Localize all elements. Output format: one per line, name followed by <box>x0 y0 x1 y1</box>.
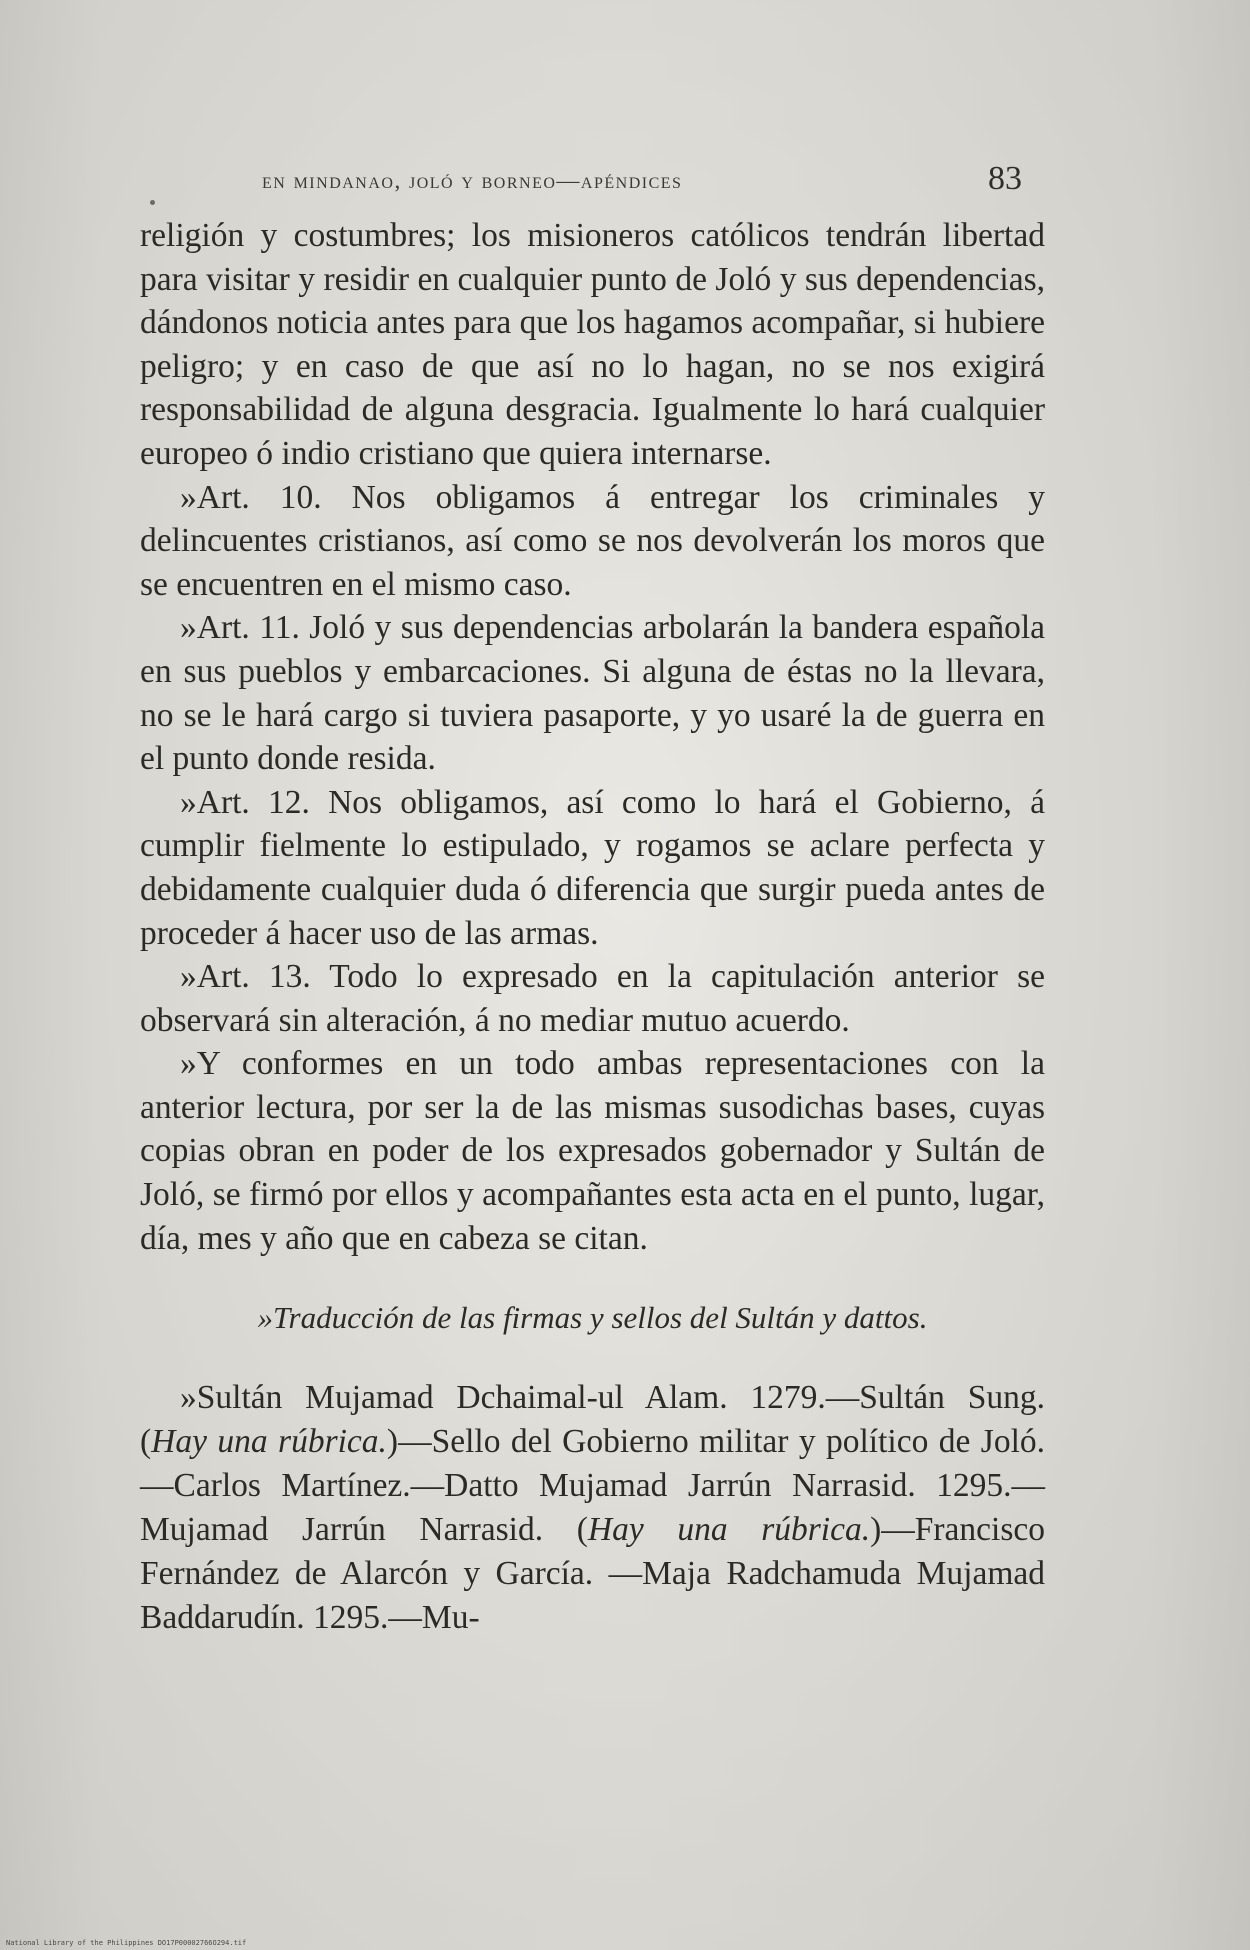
page-number: 83 <box>988 160 1022 197</box>
ink-speck <box>150 200 155 205</box>
archive-stamp: National Library of the Philippines DO17P00002766O294.tif <box>6 1939 247 1947</box>
signature-italic-1: Hay una rúbrica. <box>151 1423 387 1461</box>
signature-text-3: )—Francisco Fernández de Alarcón y García. —Maja Radchamuda Mujamad Baddarudín. 1295.—Mu- <box>140 1511 1046 1637</box>
page-text <box>140 214 1045 1640</box>
paragraph-conformes: »Y conformes en un todo ambas representaciones con la anterior lectura, por ser la de las mismas susodichas bases, cuyas copias obran en poder de los expresados gobernador y Sultán de Joló, se firmó por ellos y acompañantes esta acta en el punto, lugar, día, mes y año que en cabeza se citan. <box>140 1045 1045 1257</box>
paragraph-art-11: »Art. 11. Joló y sus dependencias arbolarán la bandera española en sus pueblos y embarcaciones. Si alguna de éstas no la llevara, no se le hará cargo si tuviera pasaporte, y yo usaré la de guerra en el punto donde resida. <box>140 609 1045 778</box>
running-head <box>262 160 1022 210</box>
paragraph-art-13: »Art. 13. Todo lo expresado en la capitulación anterior se observará sin alteración, á no mediar mutuo acuerdo. <box>140 958 1045 1039</box>
running-head-title: en mindanao, joló y borneo—apéndices <box>262 168 683 193</box>
paragraph-art-10: »Art. 10. Nos obligamos á entregar los criminales y delincuentes cristianos, así como se nos devolverán los moros que se encuentren en el mismo caso. <box>140 478 1045 603</box>
signature-italic-2: Hay una rúbrica. <box>587 1511 871 1549</box>
signature-text-2: )—Sello del Gobierno militar y político de Joló.—Carlos Martínez.—Datto Mujamad Jarrún Narrasid. 1295.—Mujamad Jarrún Narrasid. ( <box>140 1423 1045 1549</box>
paragraph-religion: religión y costumbres; los misioneros católicos tendrán libertad para visitar y residir en cualquier punto de Joló y sus dependencias, dándonos noticia antes para que los hagamos acompañar, si hubiere peligro; y en caso de que así no lo hagan, no se nos exigirá responsabilidad de alguna desgracia. Igualmente lo hará cualquier europeo ó indio cristiano que quiera internarse. <box>140 217 1045 472</box>
paragraph-art-12: »Art. 12. Nos obligamos, así como lo hará el Gobierno, á cumplir fielmente lo estipulado, y rogamos se aclare perfecta y debidamente cualquier duda ó diferencia que surgir pueda antes de proceder á hacer uso de las armas. <box>140 783 1045 952</box>
paragraph-signatures <box>140 1376 1045 1640</box>
signature-text-1: »Sultán Mujamad Dchaimal-ul Alam. 1279.—Sultán Sung. ( <box>140 1379 1045 1461</box>
section-heading: »Traducción de las firmas y sellos del Sultán y dattos. <box>257 1300 928 1336</box>
